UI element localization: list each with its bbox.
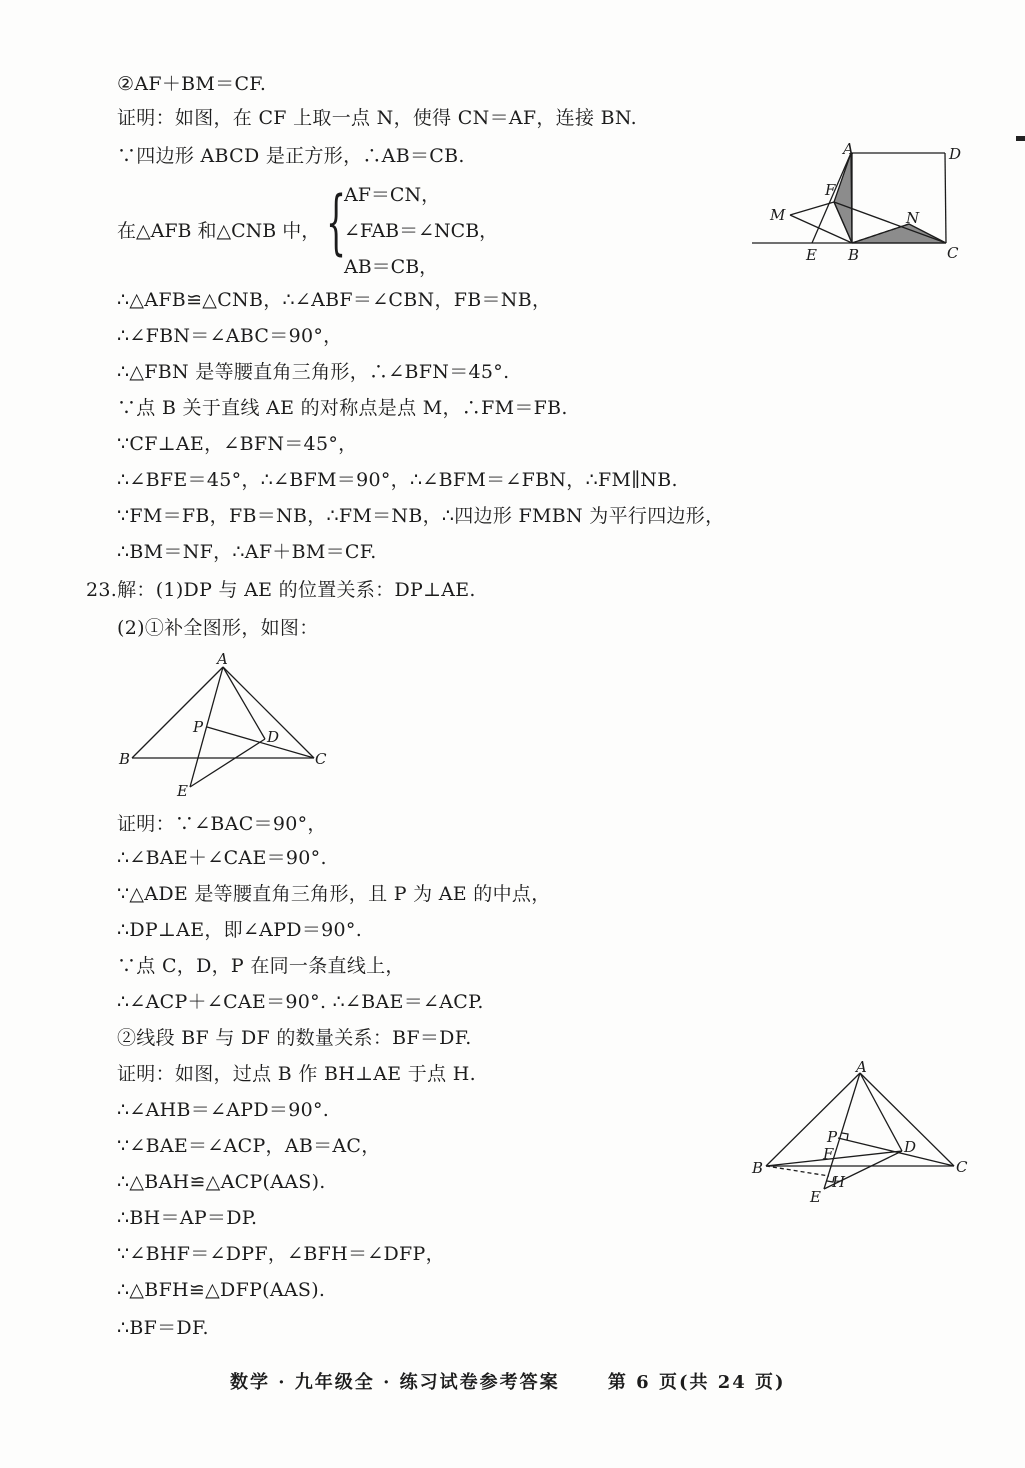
text-line: ∴△BFH≌△DFP(AAS).: [117, 1279, 326, 1301]
text-line: ∴∠BFE＝45°，∴∠BFM＝90°，∴∠BFM＝∠FBN，∴FM∥NB.: [117, 469, 678, 491]
point-label: C: [956, 1158, 968, 1176]
text-line: ∴∠BAE＋∠CAE＝90°.: [117, 847, 327, 869]
text-line: ∵点 B 关于直线 AE 的对称点是点 M，∴FM＝FB.: [117, 397, 568, 419]
point-label: P: [193, 718, 204, 736]
point-label: C: [315, 750, 327, 768]
text-line: ∴△FBN 是等腰直角三角形，∴∠BFN＝45°.: [117, 361, 510, 383]
text-line: ∴∠AHB＝∠APD＝90°.: [117, 1099, 330, 1121]
text-line: ∵点 C，D，P 在同一条直线上，: [117, 955, 405, 977]
point-label: D: [267, 728, 280, 746]
text-line: ∴△BAH≌△ACP(AAS).: [117, 1171, 326, 1193]
point-label: A: [856, 1058, 867, 1076]
edge-mark: [1016, 136, 1025, 141]
point-label: N: [906, 209, 920, 227]
text-line: ∴BH＝AP＝DP.: [117, 1207, 258, 1229]
point-label: B: [119, 750, 131, 768]
point-label: A: [217, 650, 228, 668]
text-line: ∴BM＝NF，∴AF＋BM＝CF.: [117, 541, 377, 563]
system-label: 在△AFB 和△CNB 中，: [117, 220, 321, 242]
text-line: ∵四边形 ABCD 是正方形，∴AB＝CB.: [117, 145, 465, 167]
page-number: 第 6 页(共 24 页): [607, 1372, 786, 1393]
text-line: ∴△AFB≌△CNB，∴∠ABF＝∠CBN，FB＝NB，: [117, 289, 552, 311]
point-label: C: [947, 244, 959, 262]
system-eq-2: ∠FAB＝∠NCB，: [344, 220, 499, 242]
brace: {: [326, 181, 347, 263]
text-line: 证明：如图，过点 B 作 BH⊥AE 于点 H.: [117, 1063, 476, 1085]
point-label: A: [843, 140, 854, 158]
footer-title: 数学 · 九年级全 · 练习试卷参考答案: [230, 1372, 560, 1393]
text-line: ②线段 BF 与 DF 的数量关系：BF＝DF.: [117, 1027, 472, 1049]
text-line: ∴DP⊥AE，即∠APD＝90°.: [117, 919, 363, 941]
point-label: B: [848, 246, 860, 264]
point-label: H: [832, 1173, 846, 1191]
point-label: F: [825, 181, 836, 199]
system-eq-1: AF＝CN，: [344, 184, 441, 206]
page-footer: [230, 1368, 786, 1394]
point-label: P: [827, 1128, 838, 1146]
text-line: 证明：∵∠BAC＝90°，: [117, 813, 327, 835]
text-line: ∵∠BAE＝∠ACP，AB＝AC，: [117, 1135, 381, 1157]
point-label: M: [770, 206, 786, 224]
point-label: D: [949, 145, 962, 163]
figure-square: [750, 140, 980, 270]
text-line: ∴∠ACP＋∠CAE＝90°. ∴∠BAE＝∠ACP.: [117, 991, 484, 1013]
figure-triangle-2: [750, 1060, 980, 1210]
system-eq-3: AB＝CB，: [344, 256, 439, 278]
text-line: ∵FM＝FB，FB＝NB，∴FM＝NB，∴四边形 FMBN 为平行四边形，: [117, 505, 725, 527]
point-label: D: [904, 1138, 917, 1156]
text-line: ∵CF⊥AE，∠BFN＝45°，: [117, 433, 358, 455]
text-line: ∴BF＝DF.: [117, 1317, 209, 1339]
text-line: 证明：如图，在 CF 上取一点 N，使得 CN＝AF，连接 BN.: [117, 107, 637, 129]
text-line: ∴∠FBN＝∠ABC＝90°，: [117, 325, 343, 347]
text-line: ②AF＋BM＝CF.: [117, 73, 267, 95]
point-label: E: [810, 1188, 821, 1206]
point-label: B: [752, 1159, 764, 1177]
figure-triangle-1: [115, 650, 335, 800]
text-line: (2)①补全图形，如图：: [117, 617, 319, 639]
text-line: ∵∠BHF＝∠DPF，∠BFH＝∠DFP，: [117, 1243, 445, 1265]
text-line: ∵△ADE 是等腰直角三角形，且 P 为 AE 的中点，: [117, 883, 551, 905]
point-label: F: [823, 1145, 834, 1163]
point-label: E: [806, 246, 817, 264]
question-heading: 23.解：(1)DP 与 AE 的位置关系：DP⊥AE.: [86, 579, 476, 601]
point-label: E: [177, 782, 188, 800]
